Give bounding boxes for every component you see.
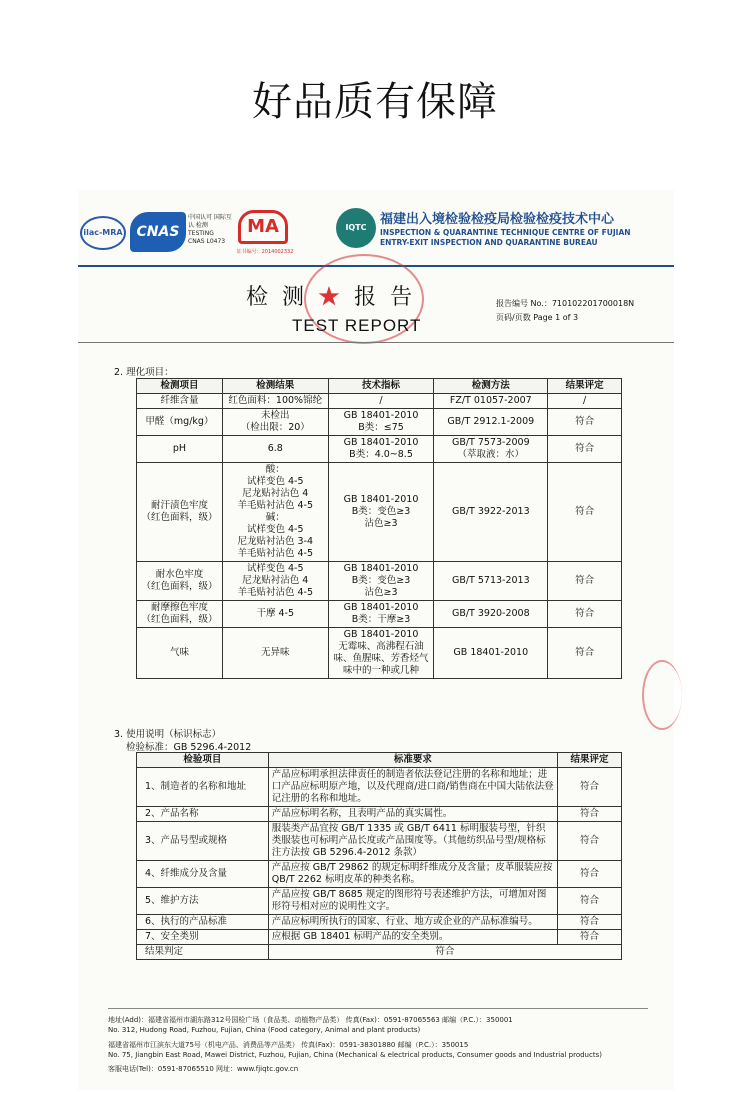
table-row [137,562,622,601]
table-row [137,930,622,945]
labeling-table [136,752,622,960]
report-title-en: TEST REPORT [292,316,422,335]
cell-item: 3、产品号型或规格 [137,822,269,861]
table-row [137,768,622,807]
cell-result: 未检出 （检出限：20） [222,409,328,436]
cell-method: GB/T 2912.1-2009 [434,409,548,436]
report-title-cn [246,280,426,311]
center-name-en-line2: ENTRY-EXIT INSPECTION AND QUARANTINE BUREAU [380,238,598,247]
cell-verdict: 符合 [548,628,622,679]
table-row [137,436,622,463]
cell-verdict: 符合 [548,463,622,562]
footer-line: 地址(Add)：福建省福州市湖东路312号国检广场（食品类、动植物产品类） 传真(Fax)：0591-87065563 邮编（P.C.）：350001 [108,1016,513,1024]
section3-heading: 3. 使用说明（标识标志） [114,729,222,740]
cell-verdict: 符合 [558,930,622,945]
cell-spec: GB 18401-2010 无霉味、高沸程石油味、鱼腥味、芳香烃气味中的一种或几种 [328,628,434,679]
section3-standard: 检验标准：GB 5296.4-2012 [126,742,252,753]
cell-verdict: 符合 [558,822,622,861]
section2-heading: 2. 理化项目： [114,367,174,378]
title-char: 报 [354,285,391,310]
iqtc-logo-icon: IQTC [336,208,376,248]
col-inspection-item: 检验项目 [137,753,269,768]
col-item: 检测项目 [137,379,223,394]
cell-method: GB/T 3920-2008 [434,601,548,628]
report-page-info: 页码/页数 Page 1 of 3 [496,313,579,322]
col-spec: 技术指标 [328,379,434,394]
cell-verdict: 符合 [558,888,622,915]
cell-result: 试样变色 4-5 尼龙贴衬沾色 4 羊毛贴衬沾色 4-5 [222,562,328,601]
cell-item: 气味 [137,628,223,679]
test-report-document [78,190,674,1090]
cell-verdict: 符合 [548,409,622,436]
table-row [137,822,622,861]
cma-logo-icon: MA [238,210,288,244]
table-row [137,409,622,436]
col-verdict: 结果评定 [558,753,622,768]
table-header-row [137,379,622,394]
ilac-mra-logo-icon: ilac-MRA [80,216,126,250]
table-row [137,915,622,930]
footer-line: 福建省福州市江滨东大道75号（机电产品、消费品等产品类） 传真(Fax)：0591-38301880 邮编（P.C.）：350015 [108,1041,469,1049]
center-name-cn: 福建出入境检验检疫局检验检疫技术中心 [380,212,615,227]
cell-item: 纤维含量 [137,394,223,409]
table-header-row [137,753,622,768]
cell-verdict: 符合 [548,562,622,601]
cell-req: 产品应按 GB/T 29862 的规定标明纤维成分及含量；皮革服装应按 QB/T 2262 标明皮革的种类名称。 [268,861,557,888]
cell-item: 7、安全类别 [137,930,269,945]
cell-spec: / [328,394,434,409]
footer-line: No. 312, Hudong Road, Fuzhou, Fujian, China (Food category, Animal and plant products) [108,1026,421,1034]
cell-item: pH [137,436,223,463]
col-result: 检测结果 [222,379,328,394]
cell-item: 2、产品名称 [137,807,269,822]
cell-item: 6、执行的产品标准 [137,915,269,930]
cell-spec: GB 18401-2010 B类：变色≥3 沾色≥3 [328,562,434,601]
summary-row [137,945,622,960]
cell-verdict: 符合 [558,768,622,807]
cell-spec: GB 18401-2010 B类：4.0~8.5 [328,436,434,463]
summary-label: 结果判定 [137,945,269,960]
cell-item: 1、制造者的名称和地址 [137,768,269,807]
cell-verdict: 符合 [558,807,622,822]
cell-item: 5、维护方法 [137,888,269,915]
cell-spec: GB 18401-2010 B类：干摩≥3 [328,601,434,628]
cell-item: 4、纤维成分及含量 [137,861,269,888]
cell-result: 无异味 [222,628,328,679]
table-row [137,861,622,888]
cell-method: GB 18401-2010 [434,628,548,679]
report-header [78,206,674,262]
cell-req: 产品应按 GB/T 8685 规定的图形符号表述维护方法，可增加对图形符号相对应的说明性文字。 [268,888,557,915]
footer-line: No. 75, Jiangbin East Road, Mawei District, Fuzhou, Fujian, China (Mechanical & electrical products, Consumer goods and Industrial products) [108,1051,602,1059]
cnas-logo-icon: CNAS [130,212,186,252]
table-row [137,394,622,409]
cell-result: 6.8 [222,436,328,463]
star-icon: ★ [318,285,355,310]
col-method: 检测方法 [434,379,548,394]
table-row [137,807,622,822]
cell-req: 服装类产品宜按 GB/T 1335 或 GB/T 6411 标明服装号型，针织类服装也可标明产品长度或产品围度等。（其他纺织品号型/规格标注方法按 GB 5296.4-2012 条款） [268,822,557,861]
table-row [137,601,622,628]
cell-item: 耐水色牢度 （红色面料，级） [137,562,223,601]
cell-spec: GB 18401-2010 B类：变色≥3 沾色≥3 [328,463,434,562]
table-row [137,463,622,562]
cell-method: GB/T 3922-2013 [434,463,548,562]
cell-verdict: 符合 [548,601,622,628]
cell-req: 应根据 GB 18401 标明产品的安全类别。 [268,930,557,945]
center-name-en-line1: INSPECTION & QUARANTINE TECHNIQUE CENTRE OF FUJIAN [380,228,631,237]
cell-result: 酸： 试样变色 4-5 尼龙贴衬沾色 4 羊毛贴衬沾色 4-5 碱： 试样变色 4-5 尼龙贴衬沾色 3-4 羊毛贴衬沾色 4-5 [222,463,328,562]
physical-chemical-table [136,378,622,679]
col-requirement: 标准要求 [268,753,557,768]
cell-result: 红色面料：100%锦纶 [222,394,328,409]
table-row [137,628,622,679]
footer-divider [108,1008,648,1009]
cell-item: 耐汗渍色牢度 （红色面料，级） [137,463,223,562]
cell-result: 干摩 4-5 [222,601,328,628]
cell-verdict: 符合 [558,861,622,888]
cell-verdict: / [548,394,622,409]
edge-seal-icon [642,660,682,730]
footer-line: 客服电话(Tel)：0591-87065510 网址：www.fjiqtc.gov.cn [108,1065,299,1073]
summary-value: 符合 [268,945,621,960]
title-divider [78,342,674,343]
table-row [137,888,622,915]
title-char: 告 [390,285,427,310]
cell-verdict: 符合 [548,436,622,463]
cell-req: 产品应标明承担法律责任的制造者依法登记注册的名称和地址；进口产品应标明原产地，以及代理商/进口商/销售商在中国大陆依法登记注册的名称和地址。 [268,768,557,807]
cell-method: FZ/T 01057-2007 [434,394,548,409]
cma-certificate-number: 证书编号：2014002332 [236,249,294,255]
cell-method: GB/T 7573-2009 （萃取液：水） [434,436,548,463]
col-verdict: 结果评定 [548,379,622,394]
cell-spec: GB 18401-2010 B类：≤75 [328,409,434,436]
title-char: 检 [246,285,283,310]
cell-method: GB/T 5713-2013 [434,562,548,601]
cell-req: 产品应标明所执行的国家、行业、地方或企业的产品标准编号。 [268,915,557,930]
report-number: 报告编号 No.：710102201700018N [496,299,635,308]
page-title: 好品质有保障 [252,79,498,125]
cnas-text: 中国认可 国际互认 检测 TESTING CNAS L0473 [188,214,232,245]
title-char: 测 [282,285,319,310]
cell-req: 产品应标明名称，且表明产品的真实属性。 [268,807,557,822]
cell-item: 甲醛（mg/kg） [137,409,223,436]
cell-verdict: 符合 [558,915,622,930]
cell-item: 耐摩擦色牢度 （红色面料，级） [137,601,223,628]
